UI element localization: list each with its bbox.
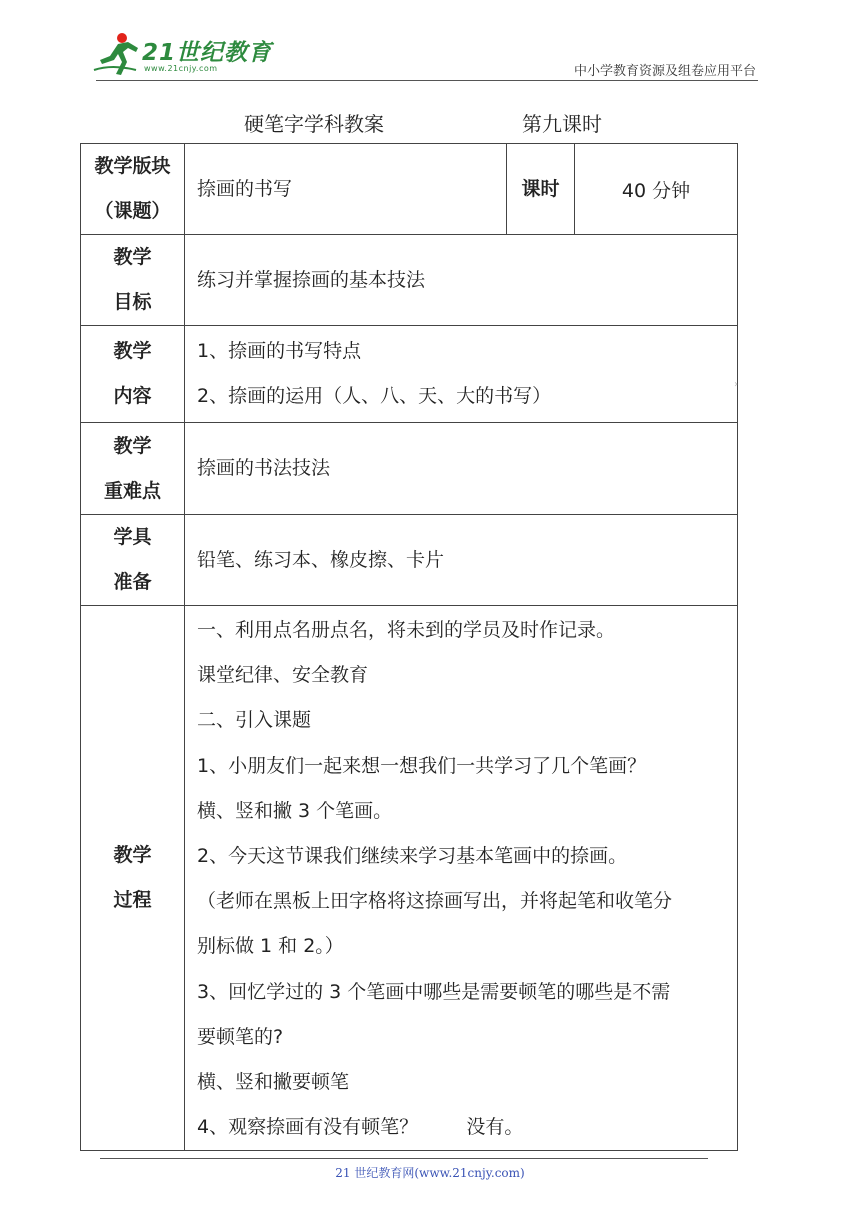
platform-name: 中小学教育资源及组卷应用平台: [573, 64, 756, 79]
process-line: 1、小朋友们一起来想一想我们一共学习了几个笔画？: [197, 754, 647, 777]
process-line: 二、引入课题: [197, 709, 312, 732]
table-row-content: [81, 326, 738, 423]
label-line: 目标: [113, 291, 152, 313]
lesson-number: 第九课时: [522, 112, 602, 136]
process-line: 要顿笔的?: [197, 1025, 284, 1048]
process-cell: [185, 606, 738, 1151]
page-header: [0, 0, 860, 90]
document-title: [0, 108, 860, 138]
table-row-key-points: [81, 423, 738, 515]
process-line: 3、回忆学过的 3 个笔画中哪些是需要顿笔的哪些是不需: [197, 980, 671, 1003]
content-line: 1、捺画的书写特点: [197, 340, 362, 362]
process-line: （老师在黑板上田字格将这捺画写出，并将起笔和收笔分: [197, 890, 673, 913]
label-cell-process: [81, 606, 185, 1151]
label-cell-topic: [81, 144, 185, 235]
process-line: 一、利用点名册点名，将未到的学员及时作记录。: [197, 619, 616, 641]
label-line: 教学: [113, 246, 152, 268]
label-line: 教学: [113, 434, 152, 457]
table-row-process: [81, 606, 738, 1151]
tools-cell: 铅笔、练习本、橡皮擦、卡片: [185, 515, 738, 606]
content-cell: [185, 326, 738, 423]
label-line: 学具: [113, 526, 152, 548]
table-row-goal: [81, 235, 738, 326]
label-line: 准备: [113, 571, 152, 593]
subject-title: 硬笔字学科教案: [244, 112, 384, 136]
logo: [92, 30, 273, 78]
runner-logo-icon: [92, 30, 144, 78]
time-value-cell: 40 分钟: [575, 144, 738, 235]
process-line: 别标做 1 和 2。）: [197, 935, 344, 958]
header-divider: [96, 80, 758, 81]
process-line: 4、观察捺画有没有顿笔？ 没有。: [197, 1116, 524, 1139]
time-label-cell: 课时: [507, 144, 575, 235]
label-line: （课题）: [94, 200, 171, 222]
label-cell-tools: [81, 515, 185, 606]
label-line: 内容: [113, 385, 152, 407]
label-line: 教学版块: [94, 155, 171, 177]
content-line: 2、捺画的运用（人、八、天、大的书写）: [197, 385, 552, 407]
process-line: 横、竖和撇 3 个笔画。: [197, 799, 393, 822]
footer-divider: [100, 1158, 708, 1159]
process-line: 2、今天这节课我们继续来学习基本笔画中的捺画。: [197, 845, 628, 868]
label-line: 重难点: [103, 479, 161, 502]
table-row-tools: [81, 515, 738, 606]
label-cell-key-points: [81, 423, 185, 515]
label-line: 过程: [113, 889, 152, 912]
label-line: 教学: [113, 340, 152, 362]
lesson-plan-table: [80, 143, 738, 1151]
table-row-topic: [81, 144, 738, 235]
side-marker: ›: [734, 379, 738, 390]
label-cell-content: [81, 326, 185, 423]
logo-url: www.21cnjy.com: [144, 64, 218, 73]
topic-cell: 捺画的书写: [185, 144, 507, 235]
process-line: 课堂纪律、安全教育: [197, 664, 369, 687]
logo-text: 21世纪教育: [142, 40, 273, 66]
key-points-cell: 捺画的书法技法: [185, 423, 738, 515]
footer-text: 21 世纪教育网(www.21cnjy.com): [335, 1166, 525, 1180]
label-line: 教学: [113, 844, 152, 867]
process-line: 横、竖和撇要顿笔: [197, 1071, 350, 1094]
goal-cell: 练习并掌握捺画的基本技法: [185, 235, 738, 326]
label-cell-goal: [81, 235, 185, 326]
